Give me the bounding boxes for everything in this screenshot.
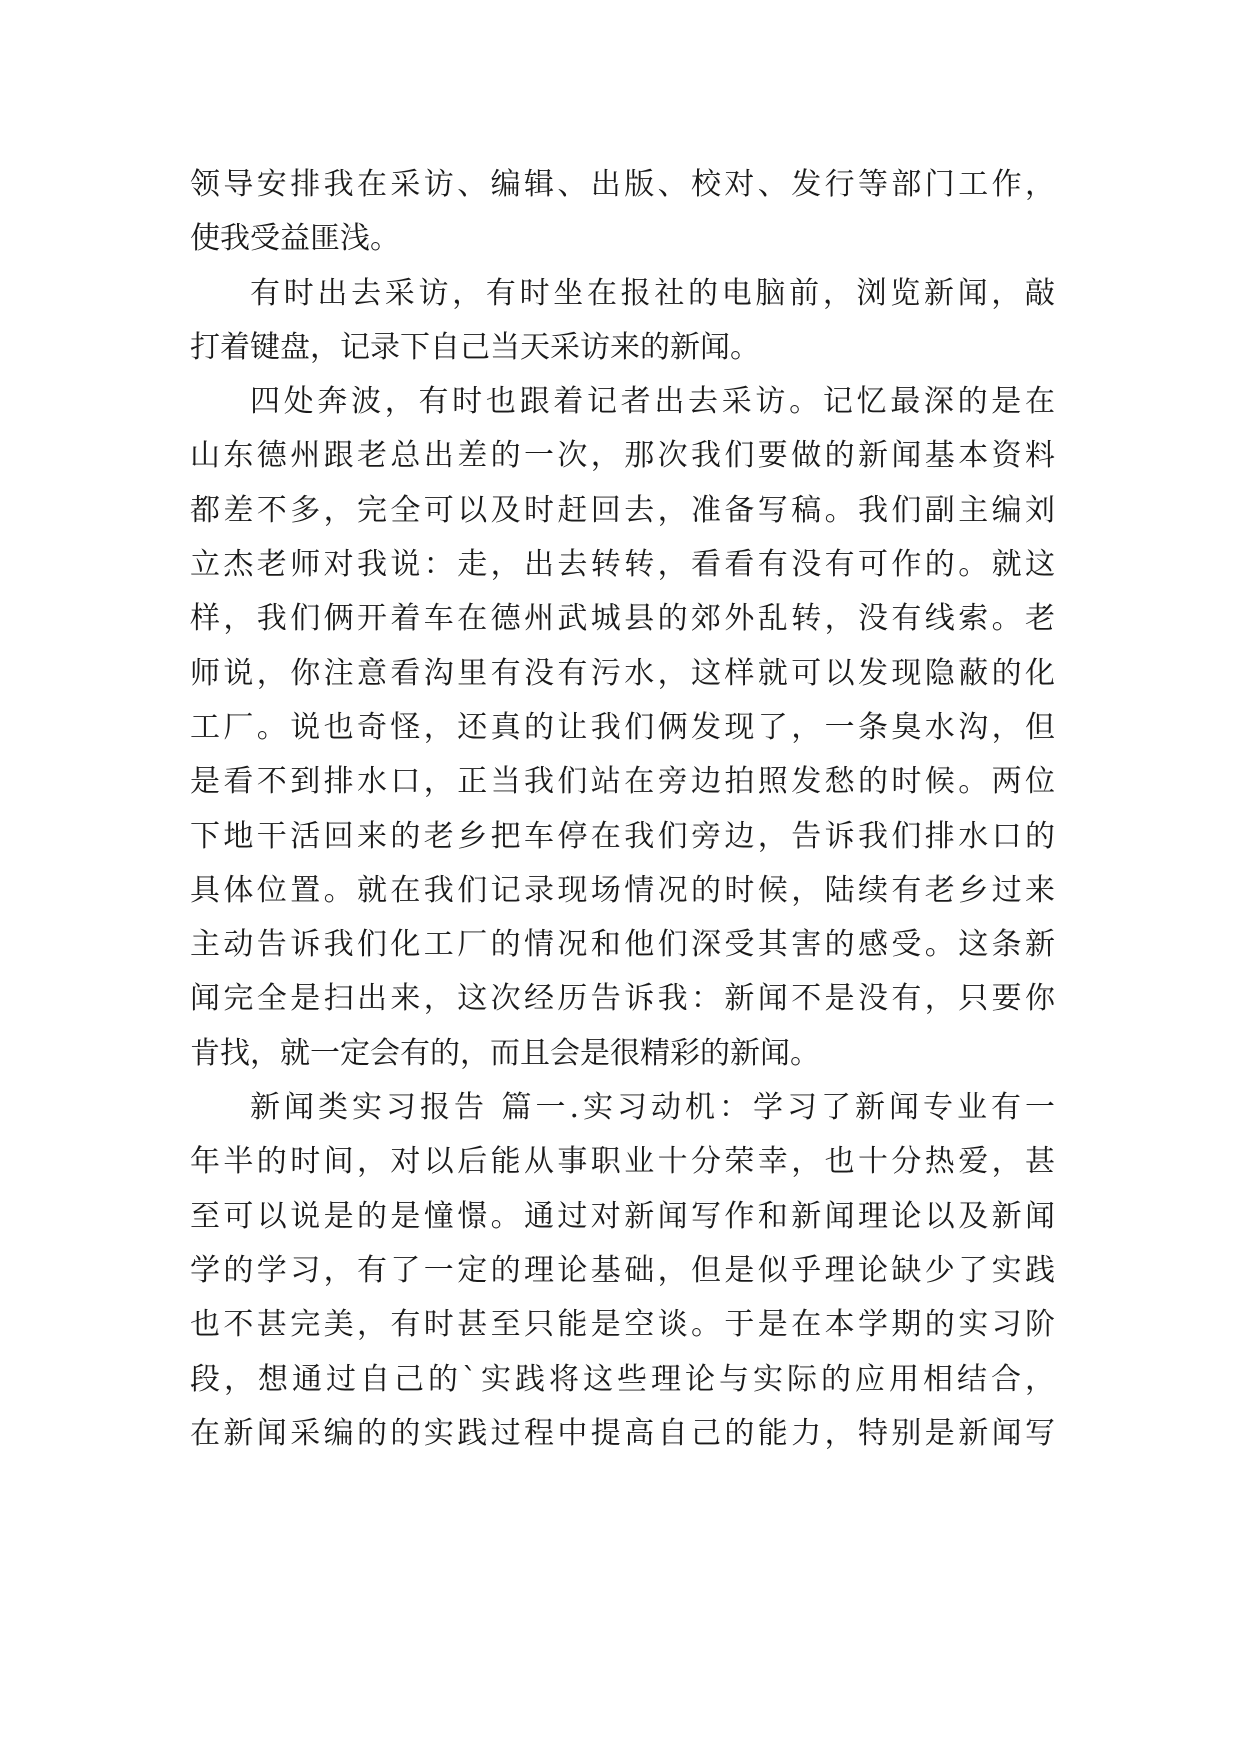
text-line: 至可以说是的是憧憬。通过对新闻写作和新闻理论以及新闻 (190, 1198, 1055, 1234)
text-line: 主动告诉我们化工厂的情况和他们深受其害的感受。这条新 (190, 927, 1055, 963)
text-line: 都差不多，完全可以及时赶回去，准备写稿。我们副主编刘 (190, 492, 1055, 528)
text-line: 学的学习，有了一定的理论基础，但是似乎理论缺少了实践 (190, 1252, 1055, 1288)
text-line: 在新闻采编的的实践过程中提高自己的能力，特别是新闻写 (190, 1415, 1055, 1451)
text-line: 段，想通过自己的`实践将这些理论与实际的应用相结合， (190, 1361, 1055, 1397)
text-line: 肯找，就一定会有的，而且会是很精彩的新闻。 (190, 1035, 820, 1071)
text-line: 打着键盘，记录下自己当天采访来的新闻。 (190, 329, 760, 365)
text-line: 领导安排我在采访、编辑、出版、校对、发行等部门工作， (190, 167, 1055, 202)
document-body (190, 158, 1055, 1461)
text-line: 立杰老师对我说：走，出去转转，看看有没有可作的。就这 (190, 547, 1055, 583)
text-line: 也不甚完美，有时甚至只能是空谈。于是在本学期的实习阶 (190, 1307, 1055, 1343)
paragraph-start-line: 有时出去采访，有时坐在报社的电脑前，浏览新闻，敲 (250, 275, 1055, 311)
text-line: 是看不到排水口，正当我们站在旁边拍照发愁的时候。两位 (190, 764, 1055, 800)
text-line: 样，我们俩开着车在德州武城县的郊外乱转，没有线索。老 (190, 601, 1055, 637)
text-line: 年半的时间，对以后能从事职业十分荣幸，也十分热爱，甚 (190, 1144, 1055, 1180)
paragraph-start-line: 四处奔波，有时也跟着记者出去采访。记忆最深的是在 (250, 384, 1055, 420)
text-line: 下地干活回来的老乡把车停在我们旁边，告诉我们排水口的 (190, 818, 1055, 854)
text-line: 师说，你注意看沟里有没有污水，这样就可以发现隐蔽的化 (190, 655, 1055, 691)
paragraph-start-line: 新闻类实习报告 篇一.实习动机：学习了新闻专业有一 (250, 1090, 1055, 1126)
text-line: 山东德州跟老总出差的一次，那次我们要做的新闻基本资料 (190, 438, 1055, 474)
text-line: 具体位置。就在我们记录现场情况的时候，陆续有老乡过来 (190, 872, 1055, 908)
text-line: 工厂。说也奇怪，还真的让我们俩发现了，一条臭水沟，但 (190, 709, 1055, 745)
text-line: 闻完全是扫出来，这次经历告诉我：新闻不是没有，只要你 (190, 981, 1055, 1017)
text-line: 使我受益匪浅。 (190, 221, 400, 257)
